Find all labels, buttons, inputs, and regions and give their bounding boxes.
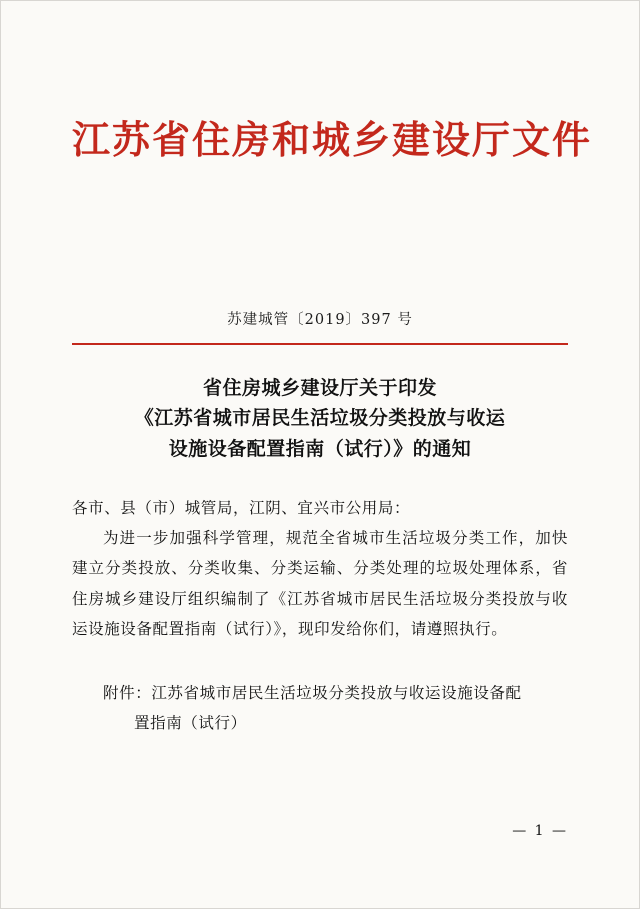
document-title-line-2: 《江苏省城市居民生活垃圾分类投放与收运 [134,407,506,430]
attachment-title-line-1: 江苏省城市居民生活垃圾分类投放与收运设施设备配 [151,684,522,703]
document-masthead-title: 江苏省住房和城乡建设厅文件 [72,117,593,162]
document-title-line-3: 设施设备配置指南（试行）》的通知 [168,438,472,461]
document-attachment-block [72,678,568,738]
document-salutation: 各市、县（市）城管局，江阴、宜兴市公用局： [72,498,411,517]
document-number: 苏建城管〔2019〕397 号 [227,311,413,328]
document-title [72,373,568,465]
attachment-title-line-2: 置指南（试行） [134,714,247,733]
attachment-label: 附件： [103,684,152,703]
page-number: — 1 — [512,823,568,839]
document-title-line-1: 省住房城乡建设厅关于印发 [202,376,437,399]
document-paragraph-1: 为进一步加强科学管理，规范全省城市生活垃圾分类工作，加快建立分类投放、分类收集、分类运输、分类处理的垃圾处理体系，省住房城乡建设厅组织编制了《江苏省城市居民生活垃圾分类投放与收运设施设备配置指南（试行）》，现印发给你们，请遵照执行。 [72,529,568,638]
red-divider-rule [72,343,568,345]
